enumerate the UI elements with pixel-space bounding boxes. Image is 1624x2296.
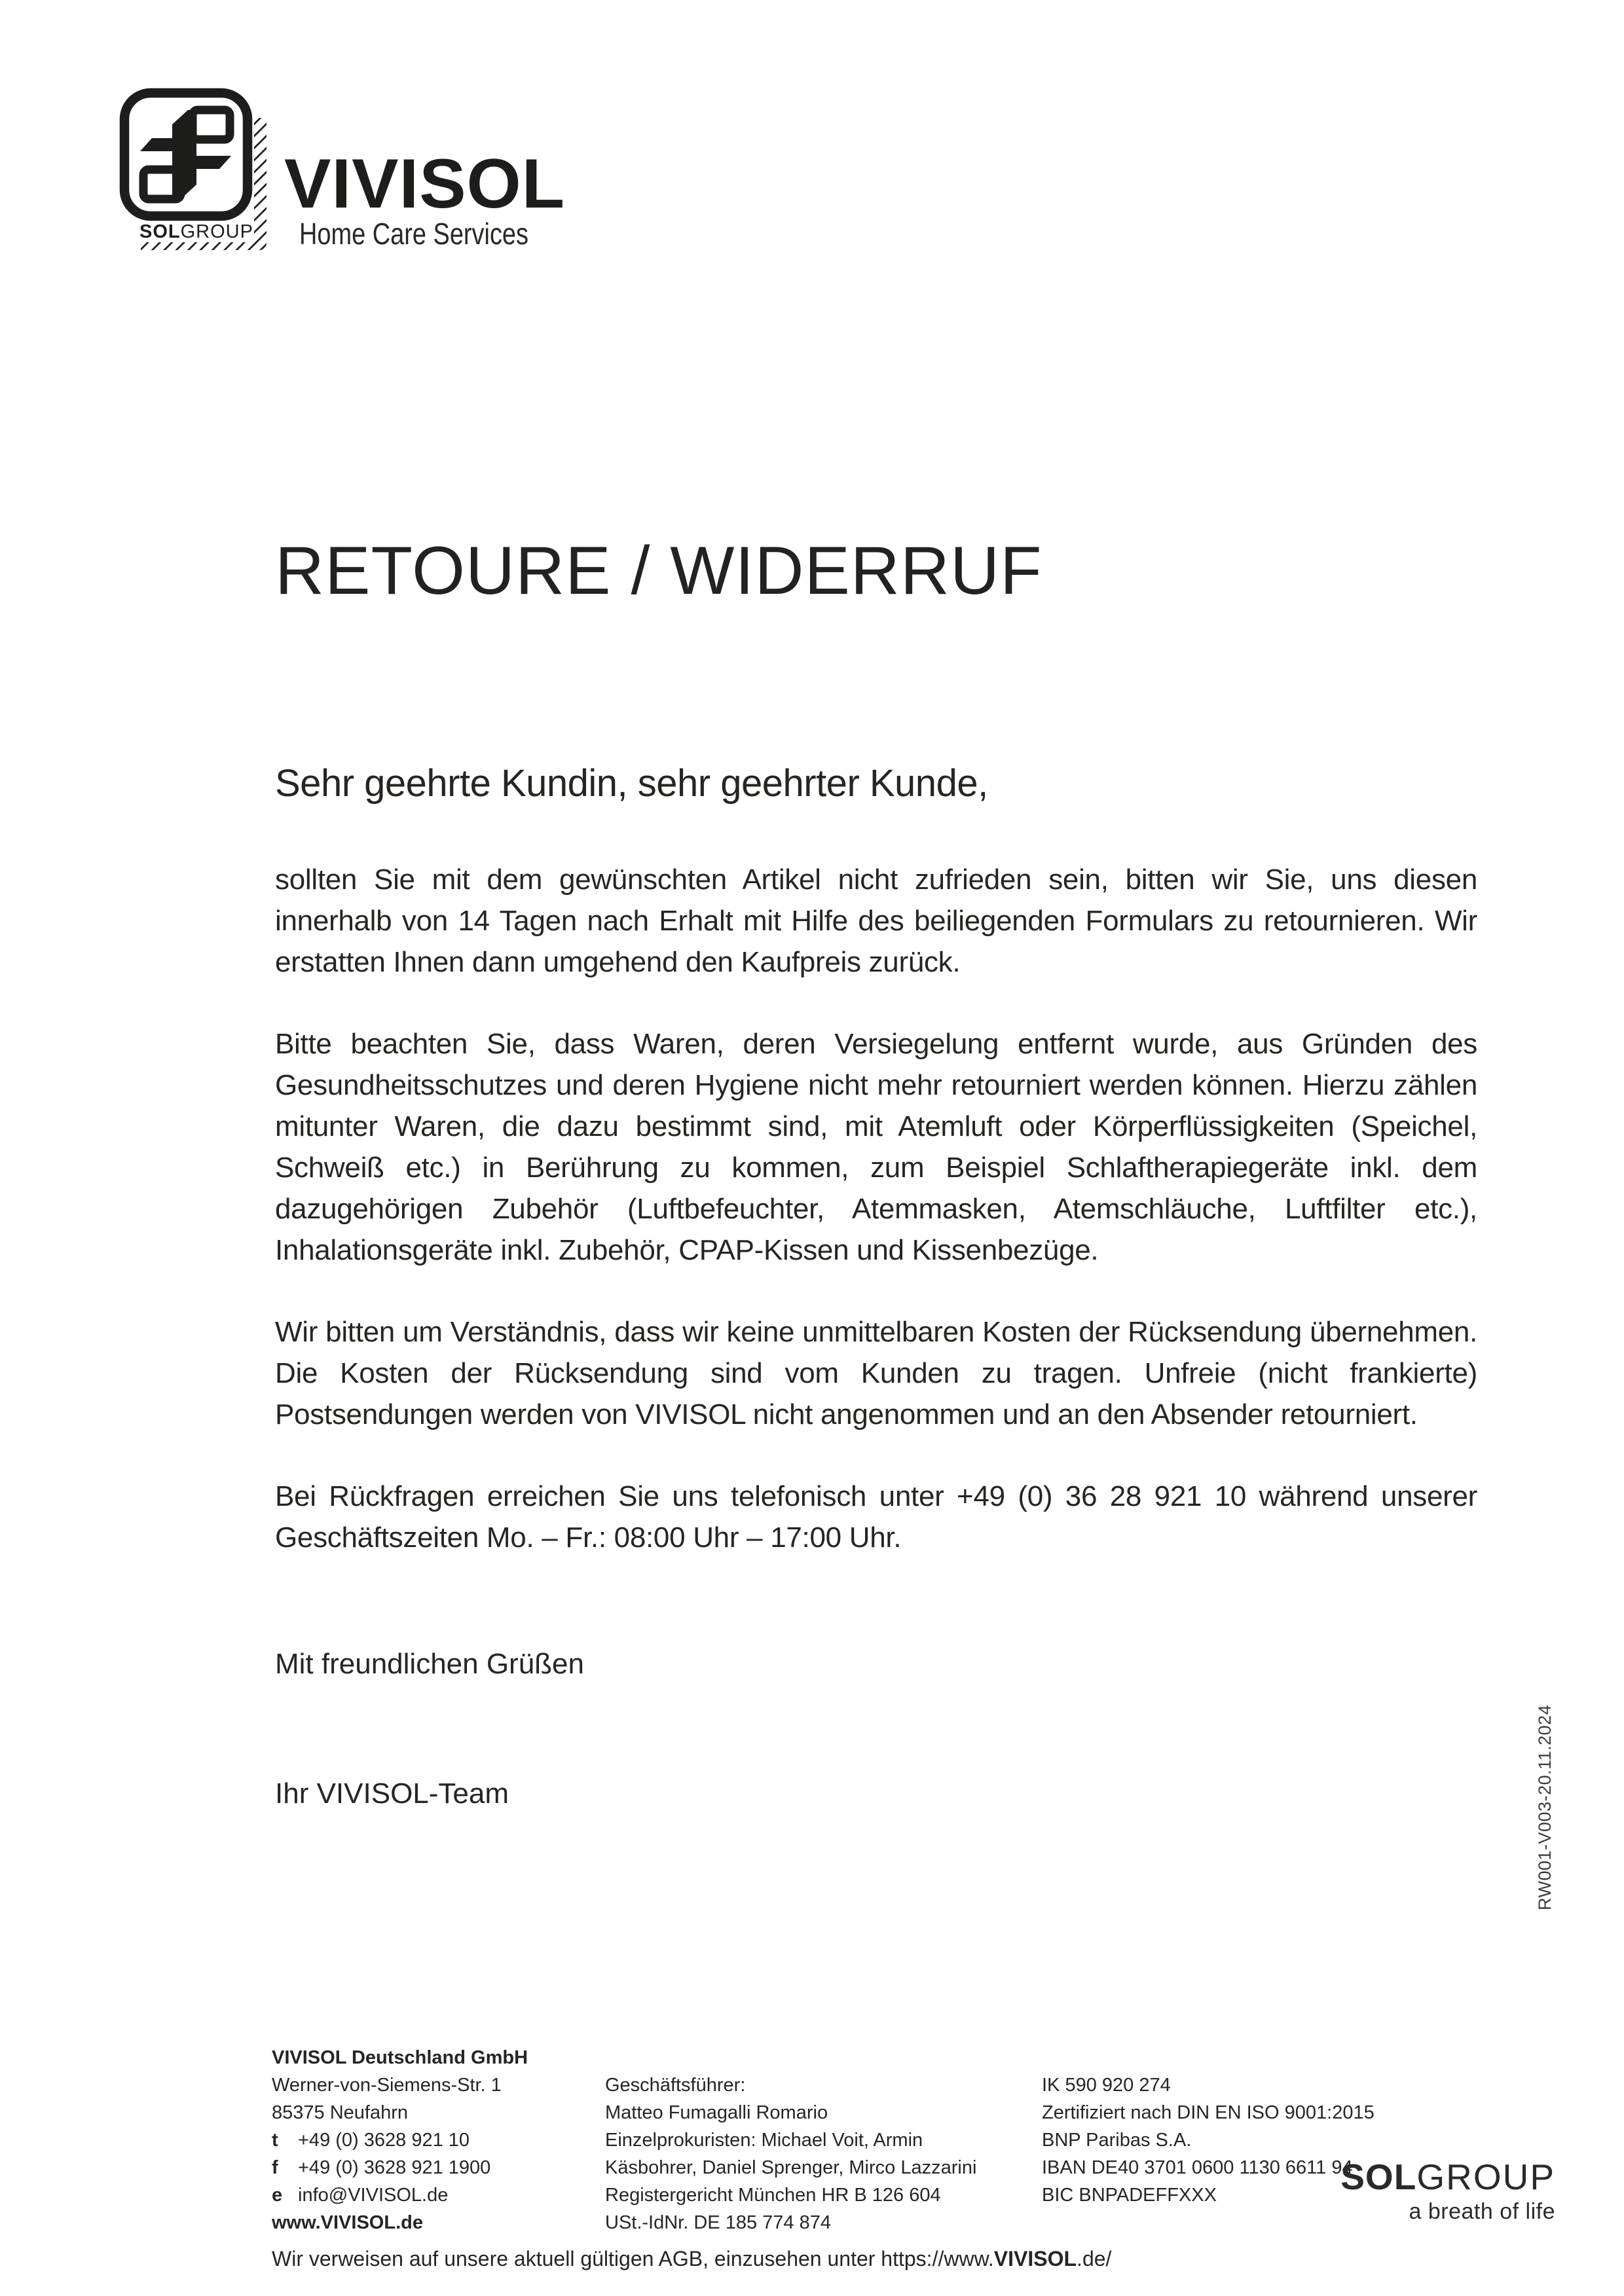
footer-bank-block	[1042, 2071, 1375, 2209]
bank-line: Zertifiziert nach DIN EN ISO 9001:2015	[1042, 2102, 1375, 2123]
solgroup-wordmark-small: SOLGROUP	[139, 221, 253, 242]
footer-street: Werner-von-Siemens-Str. 1	[272, 2075, 502, 2096]
brand-subtitle: Home Care Services	[299, 217, 528, 251]
legal-line: Käsbohrer, Daniel Sprenger, Mirco Lazzarini	[605, 2157, 977, 2178]
legal-line: Einzelprokuristen: Michael Voit, Armin	[605, 2130, 923, 2151]
paragraph-hygiene-exclusions: Bitte beachten Sie, dass Waren, deren Versiegelung entfernt wurde, aus Gründen des Gesundheitsschutzes und deren Hygiene nicht mehr retourniert werden können. Hierzu zählen mitunter Waren, die dazu bestimmt sind, mit Atemluft oder Körperflüssigkeiten (Speichel, Schweiß etc.) in Berührung zu kommen, zum Beispiel Schlaftherapiegeräte inkl. dem dazugehörigen Zubehör (Luftbefeuchter, Atemmasken, Atemschläuche, Luftfilter etc.), Inhalationsgeräte inkl. Zubehör, CPAP-Kissen und Kissenbezüge.	[275, 1027, 1477, 1266]
footer-fax-row	[272, 2154, 528, 2181]
solgroup-light: GROUP	[1416, 2157, 1555, 2197]
fax-label: f	[272, 2157, 278, 2178]
bank-line: IK 590 920 274	[1042, 2075, 1171, 2096]
legal-line: USt.-IdNr. DE 185 774 874	[605, 2212, 831, 2233]
agb-note-suffix: .de/	[1077, 2247, 1112, 2270]
footer-company-block	[272, 2044, 528, 2236]
salutation: Sehr geehrte Kundin, sehr geehrter Kunde,	[275, 762, 988, 805]
footer-legal-block	[605, 2071, 976, 2236]
bank-line: IBAN DE40 3701 0600 1130 6611 94	[1042, 2157, 1353, 2178]
solgroup-bold: SOL	[1340, 2157, 1417, 2197]
footer-website: www.VIVISOL.de	[272, 2212, 423, 2233]
page-title: RETOURE / WIDERRUF	[275, 533, 1043, 609]
agb-reference-note	[272, 2246, 1111, 2273]
fax-number: +49 (0) 3628 921 1900	[298, 2157, 491, 2178]
solgroup-footer-logo	[1340, 2159, 1555, 2223]
phone-label: t	[272, 2130, 278, 2151]
sol-cross-mark-icon	[124, 93, 248, 216]
bank-line: BIC BNPADEFFXXX	[1042, 2185, 1217, 2206]
phone-number: +49 (0) 3628 921 10	[298, 2130, 470, 2151]
legal-line: Matteo Fumagalli Romario	[605, 2102, 828, 2123]
email-address: info@VIVISOL.de	[298, 2185, 449, 2206]
agb-note-text: Wir verweisen auf unsere aktuell gültigen AGB, einzusehen unter https://www.	[272, 2247, 994, 2270]
paragraph-return-policy: sollten Sie mit dem gewünschten Artikel nicht zufrieden sein, bitten wir Sie, uns diesen innerhalb von 14 Tagen nach Erhalt mit Hilfe des beiliegenden Formulars zu retournieren. Wir erstatten Ihnen dann umgehend den Kaufpreis zurück.	[275, 863, 1477, 978]
letter-body	[275, 533, 1477, 1814]
paragraph-contact-hours: Bei Rückfragen erreichen Sie uns telefonisch unter +49 (0) 36 28 921 10 während unserer Geschäftszeiten Mo. – Fr.: 08:00 Uhr – 17:00 Uhr.	[275, 1480, 1477, 1554]
footer-email-row	[272, 2181, 528, 2209]
agb-note-brand: VIVISOL	[993, 2247, 1077, 2270]
paragraph-return-costs: Wir bitten um Verständnis, dass wir keine unmittelbaren Kosten der Rücksendung übernehmen. Die Kosten der Rücksendung sind vom Kunden zu tragen. Unfreie (nicht frankierte) Postsendungen werden von VIVISOL nicht angenommen und an den Absender retourniert.	[275, 1315, 1477, 1430]
footer-city: 85375 Neufahrn	[272, 2102, 408, 2123]
legal-line: Registergericht München HR B 126 604	[605, 2185, 941, 2206]
brand-title: VIVISOL	[284, 144, 566, 223]
email-label: e	[272, 2185, 283, 2206]
closing-phrase: Mit freundlichen Grüßen	[275, 1647, 584, 1680]
footer-company-name: VIVISOL Deutschland GmbH	[272, 2047, 528, 2068]
document-version-code: RW001-V003-20.11.2024	[1535, 1704, 1555, 1910]
signature-line: Ihr VIVISOL-Team	[275, 1777, 509, 1810]
legal-line: Geschäftsführer:	[605, 2075, 746, 2096]
vivisol-logo	[111, 85, 622, 347]
footer-phone-row	[272, 2126, 528, 2154]
solgroup-footer-wordmark	[1340, 2159, 1555, 2195]
bank-line: BNP Paribas S.A.	[1042, 2130, 1192, 2151]
solgroup-tagline: a breath of life	[1409, 2199, 1555, 2224]
